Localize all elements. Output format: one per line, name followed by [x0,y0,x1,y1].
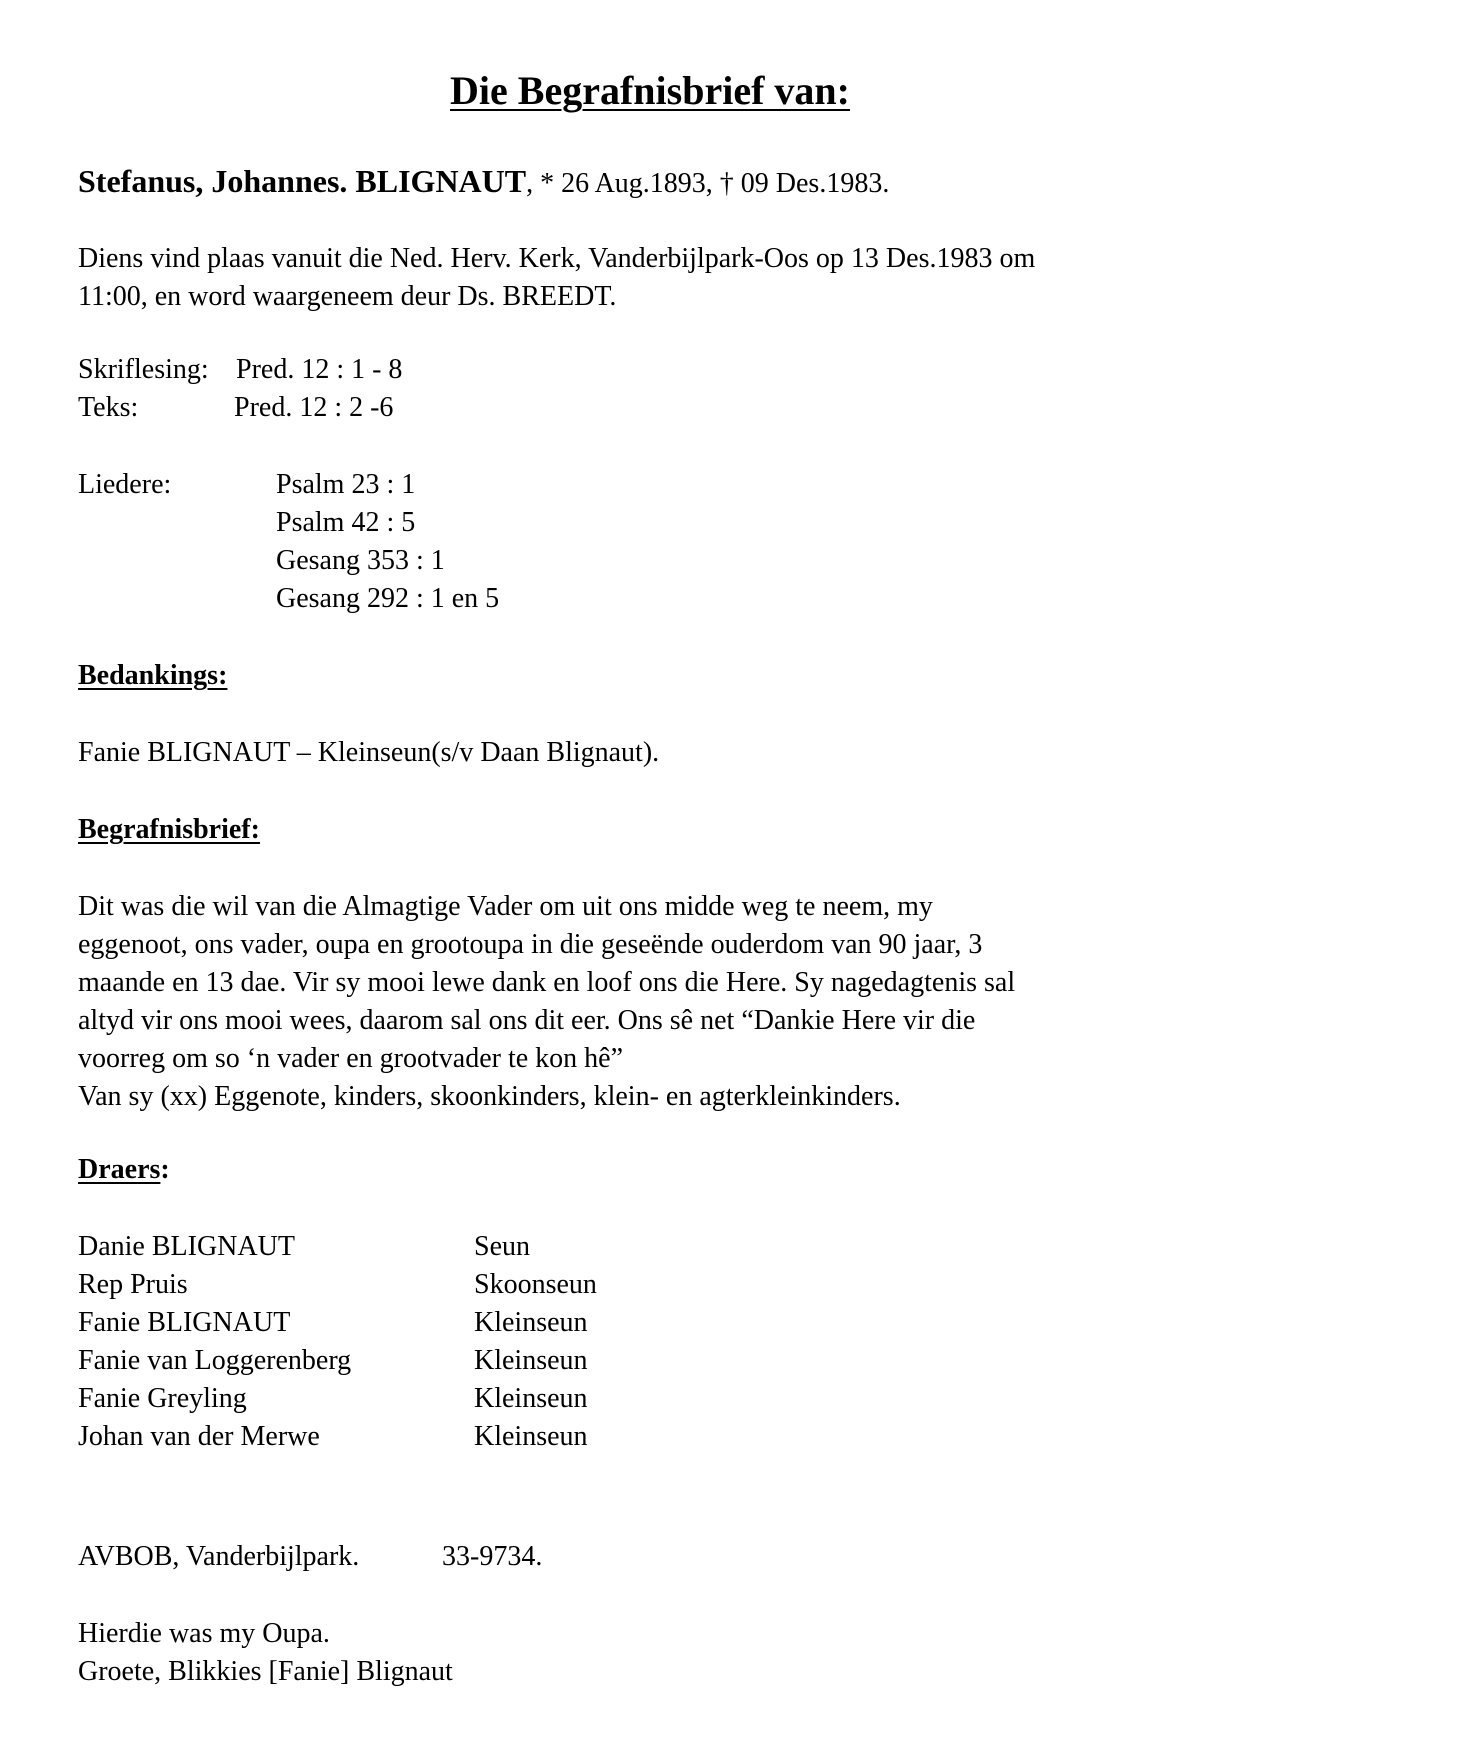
scripture-reading-label: Skriflesing: [78,354,209,385]
bearer-name: Rep Pruis [78,1269,188,1300]
funeral-letter-line: maande en 13 dae. Vir sy mooi lewe dank en loof ons die Here. Sy nagedagtenis sal [78,967,1016,998]
scripture-text-value: Pred. 12 : 2 -6 [234,392,394,423]
funeral-letter-line: Dit was die wil van die Almagtige Vader om uit ons midde weg te neem, my [78,891,933,922]
bearer-relation: Seun [474,1231,530,1262]
undertaker-phone: 33-9734. [442,1541,543,1572]
songs-label: Liedere: [78,469,172,500]
bearer-row [78,1342,778,1380]
funeral-letter-line: Van sy (xx) Eggenote, kinders, skoonkinders, klein- en agterkleinkinders. [78,1081,901,1112]
bearer-name: Fanie van Loggerenberg [78,1345,352,1376]
deceased-line [78,162,889,203]
closing-signature: Groete, Blikkies [Fanie] Blignaut [78,1656,453,1687]
deceased-dates: , * 26 Aug.1893, † 09 Des.1983. [526,168,890,199]
bearers-heading-text: Draers [78,1154,161,1185]
bearer-name: Fanie Greyling [78,1383,247,1414]
bearer-name: Johan van der Merwe [78,1421,320,1452]
closing-line: Hierdie was my Oupa. [78,1618,330,1649]
bearer-row [78,1418,778,1456]
thanks-text: Fanie BLIGNAUT – Kleinseun(s/v Daan Blignaut). [78,737,660,768]
funeral-letter-line: altyd vir ons mooi wees, daarom sal ons dit eer. Ons sê net “Dankie Here vir die [78,1005,976,1036]
service-paragraph [78,240,1278,316]
bearer-relation: Kleinseun [474,1345,588,1376]
bearers-list [78,1228,778,1456]
bearer-row [78,1380,778,1418]
bearers-heading [78,1151,170,1189]
song-item: Gesang 353 : 1 [276,545,445,576]
deceased-name: Stefanus, Johannes. BLIGNAUT [78,163,527,199]
funeral-letter-line: voorreg om so ‘n vader en grootvader te kon hê” [78,1043,624,1074]
funeral-letter-heading: Begrafnisbrief: [78,814,260,845]
bearer-relation: Kleinseun [474,1421,588,1452]
bearer-relation: Skoonseun [474,1269,597,1300]
undertaker-name: AVBOB, Vanderbijlpark. [78,1541,360,1572]
service-line: 11:00, en word waargeneem deur Ds. BREEDT. [78,281,617,312]
bearer-relation: Kleinseun [474,1383,588,1414]
document-title: Die Begrafnisbrief van: [450,68,850,113]
bearers-heading-colon: : [160,1154,170,1185]
song-item: Psalm 42 : 5 [276,507,416,538]
thanks-heading: Bedankings: [78,660,228,691]
bearer-row [78,1304,778,1342]
scripture-text-label: Teks: [78,392,139,423]
scripture-reading-value: Pred. 12 : 1 - 8 [236,354,403,385]
funeral-letter-line: eggenoot, ons vader, oupa en grootoupa in die geseënde ouderdom van 90 jaar, 3 [78,929,983,960]
bearer-row [78,1266,778,1304]
bearer-row [78,1228,778,1266]
song-item: Psalm 23 : 1 [276,469,416,500]
bearer-name: Fanie BLIGNAUT [78,1307,291,1338]
song-item: Gesang 292 : 1 en 5 [276,583,500,614]
funeral-letter-body [78,888,1278,1116]
bearer-relation: Kleinseun [474,1307,588,1338]
bearer-name: Danie BLIGNAUT [78,1231,295,1262]
service-line: Diens vind plaas vanuit die Ned. Herv. Kerk, Vanderbijlpark-Oos op 13 Des.1983 om [78,243,1036,274]
